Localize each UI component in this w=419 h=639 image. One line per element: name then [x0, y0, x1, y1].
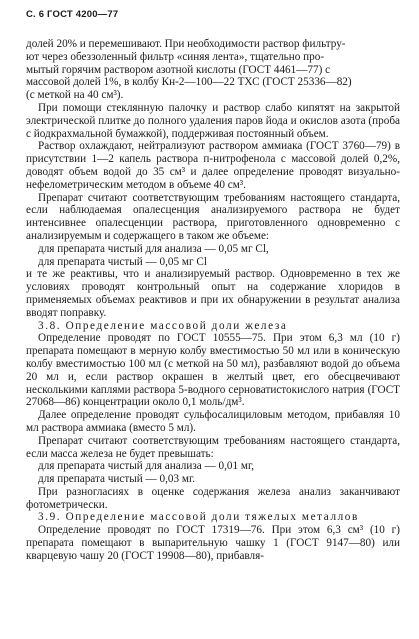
paragraph: Препарат считают соответствующим требованиям настоящего стандарта, если масса железа не будет превышать:: [26, 434, 400, 460]
requirement-line: для препарата чистый для анализа — 0,01 мг,: [38, 460, 255, 473]
page-header: С. 6 ГОСТ 4200—77: [26, 9, 119, 20]
requirement-line: для препарата чистый — 0,03 мг.: [38, 473, 196, 486]
paragraph: При разногласиях в оценке содержания железа анализ заканчивают фотометрически.: [26, 485, 400, 511]
paragraph: Определение проводят по ГОСТ 10555—75. При этом 6,3 мл (10 г) препарата помещают в мерную колбу вместимостью 50 мл или в коническую колбу вместимостью 100 мл (с меткой на 50 мл), разбавляют водой до объема 20 мл и, если раствор окрашен в желтый цвет, его обесцвечивают несколькими каплями раствора 5-водного серноватистокислого натрия (ГОСТ 27068—86) концентрации около 0,1 моль/дм³.: [26, 332, 400, 409]
paragraph: Препарат считают соответствующим требованиям настоящего стандарта, если наблюдаемая опалесценция анализируемого раствора не будет интенсивнее опалесценции раствора, приготовленного одновременно с анализируемым и содержащего в таком же объеме:: [26, 191, 400, 242]
document-body: [26, 38, 400, 563]
section-heading: 3.9. Определение массовой доли тяжелых металлов: [38, 511, 359, 524]
paragraph-line: массовой долей 1%, в колбу Кн-2—100—22 ТХС (ГОСТ 25336—82): [26, 76, 352, 89]
requirement-line: для препарата чистый для анализа — 0,05 мг Cl,: [38, 242, 269, 255]
paragraph: Раствор охлаждают, нейтрализуют раствором аммиака (ГОСТ 3760—79) в присутствии 1—2 капель раствора п-нитрофенола с массовой долей 0,2%, доводят объем водой до 35 см³ и далее определение проводят визуально-нефелометрическим методом в объеме 40 см³.: [26, 140, 400, 191]
paragraph-line: долей 20% и перемешивают. При необходимости раствор фильтру-: [26, 38, 346, 50]
paragraph-line: ют через обеззоленный фильтр «синяя лента», тщательно про-: [26, 50, 325, 63]
requirement-line: для препарата чистый — 0,05 мг Cl: [38, 255, 207, 268]
paragraph-line: (с меткой на 40 см³).: [26, 89, 124, 102]
paragraph-line: мытый горячим раствором азотной кислоты (ГОСТ 4461—77) с: [26, 63, 331, 76]
section-heading: 3.8. Определение массовой доли железа: [38, 319, 288, 332]
paragraph: Далее определение проводят сульфосалициловым методом, прибавляя 10 мл раствора аммиака (вместо 5 мл).: [26, 409, 400, 434]
paragraph: и те же реактивы, что и анализируемый раствор. Одновременно в тех же условиях проводят контрольный опыт на содержание хлоридов в применяемых объемах реактивов и при их обнаружении в результат анализа вводят поправку.: [26, 268, 400, 319]
paragraph: При помощи стеклянную палочку и раствор слабо кипятят на закрытой электрической плитке до полного удаления паров йода и окислов азота (проба с йодкрахмальной бумажкой), поддерживая постоянный объем.: [26, 101, 400, 140]
paragraph: Определение проводят по ГОСТ 17319—76. При этом 6,3 см³ (10 г) препарата помещают в выпарительную чашку 1 (ГОСТ 9147—80) или кварцевую чашу 20 (ГОСТ 19908—80), прибавля-: [26, 524, 400, 562]
